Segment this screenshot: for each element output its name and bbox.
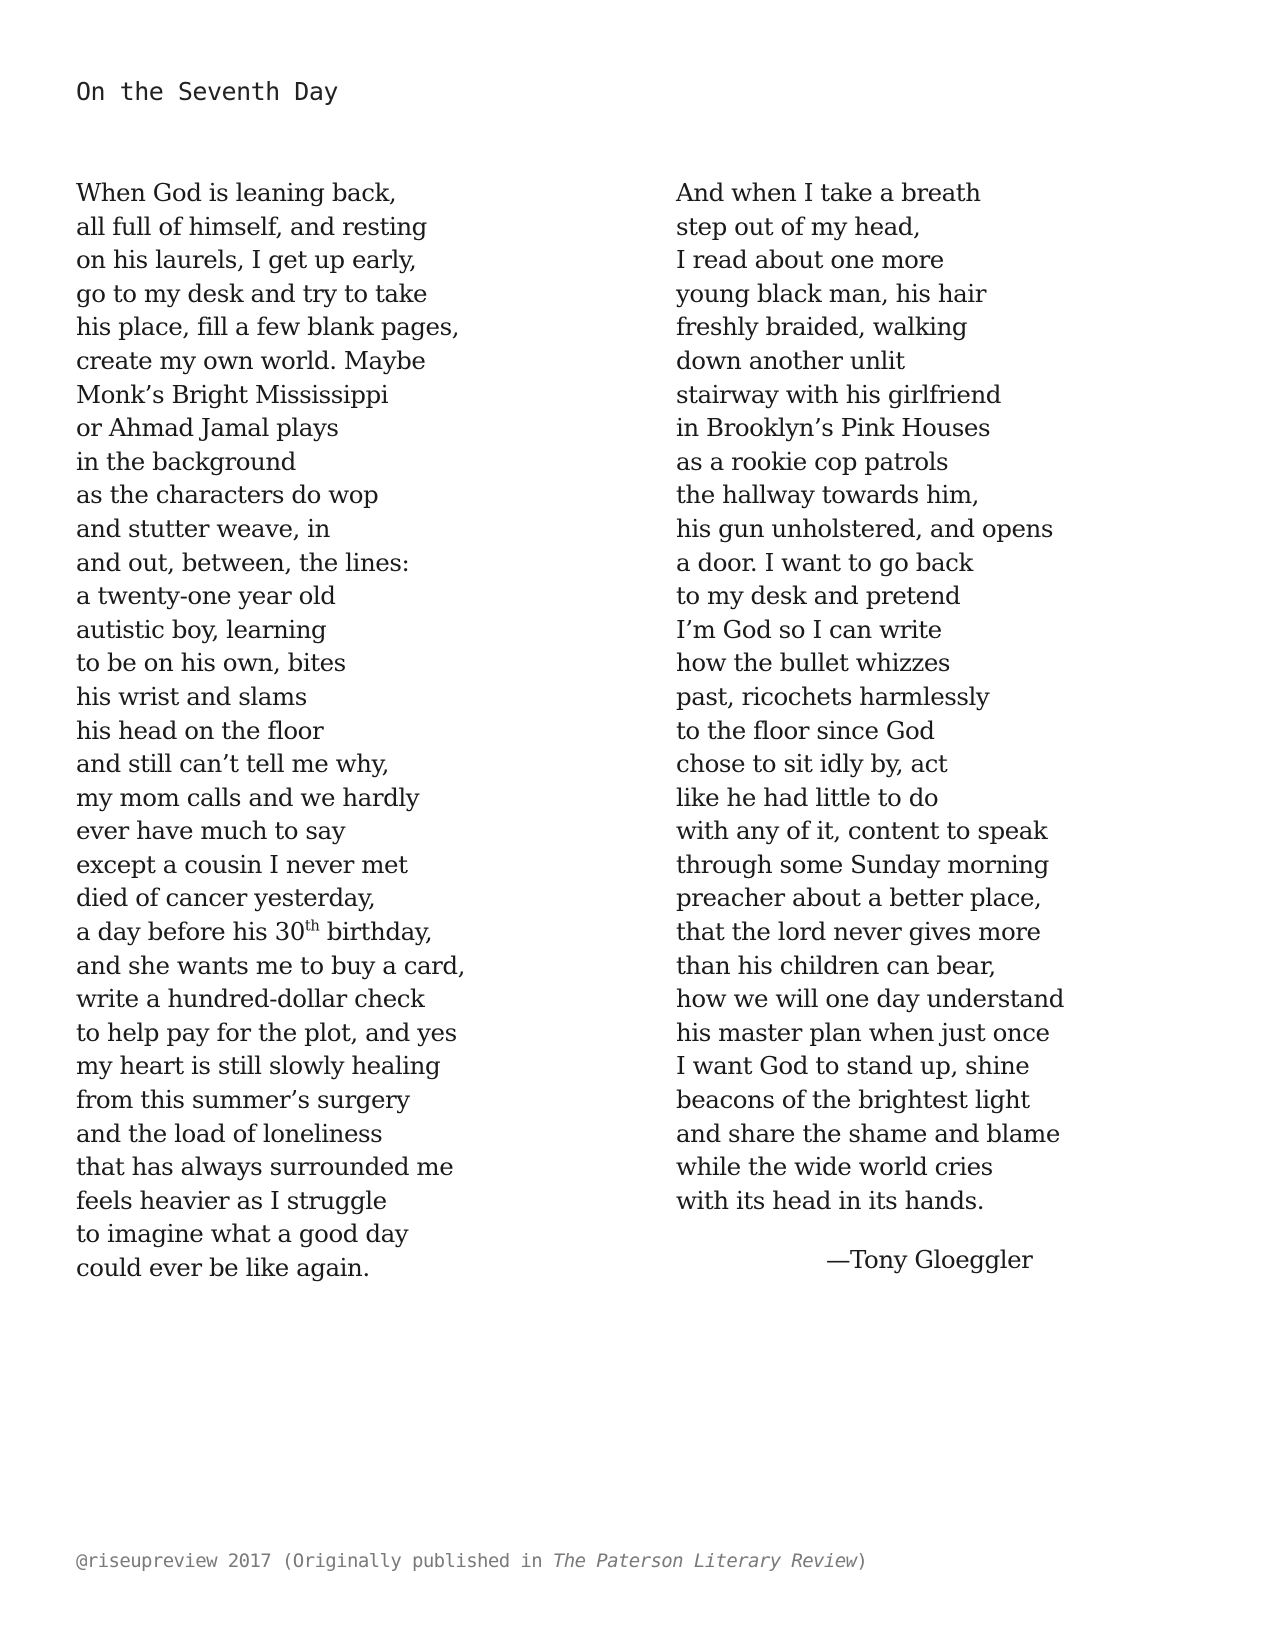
- poem-line: could ever be like again.: [76, 1253, 370, 1282]
- poem-line: freshly braided, walking: [676, 312, 968, 342]
- poem-line: I’m God so I can write: [676, 614, 942, 644]
- poem-line: to be on his own, bites: [76, 648, 346, 678]
- poem-line: in Brooklyn’s Pink Houses: [676, 413, 991, 443]
- poem-line: stairway with his girlfriend: [676, 379, 1002, 409]
- poem-line: from this summer’s surgery: [76, 1085, 410, 1115]
- poem-line: I read about one more: [676, 245, 944, 275]
- poem-line: through some Sunday morning: [676, 849, 1049, 879]
- poem-line: my heart is still slowly healing: [76, 1051, 441, 1081]
- poem-line: that the lord never gives more: [676, 917, 1041, 947]
- poem-line: a twenty-one year old: [76, 581, 336, 611]
- poem-line: preacher about a better place,: [676, 883, 1042, 913]
- poem-line: the hallway towards him,: [676, 480, 979, 510]
- poem-line: and stutter weave, in: [76, 513, 330, 543]
- poem-line: to imagine what a good day: [76, 1219, 409, 1249]
- author-signature: —Tony Gloeggler: [826, 1245, 1033, 1274]
- poem-line: down another unlit: [676, 345, 905, 375]
- poem-line: And when I take a breath: [676, 178, 981, 207]
- poem-line: When God is leaning back,: [76, 178, 397, 207]
- poem-line: as a rookie cop patrols: [676, 446, 949, 476]
- poem-line: while the wide world cries: [676, 1152, 993, 1182]
- poem-line: except a cousin I never met: [76, 849, 408, 879]
- poem-title: On the Seventh Day: [76, 77, 338, 106]
- poem-line: a door. I want to go back: [676, 547, 973, 577]
- poem-line: how the bullet whizzes: [676, 648, 951, 678]
- poem-line-birthday: [76, 915, 465, 949]
- poem-line: and she wants me to buy a card,: [76, 950, 466, 980]
- poem-line: feels heavier as I struggle: [76, 1185, 387, 1215]
- ordinal-superscript: th: [304, 917, 320, 935]
- poem-column-right: [676, 176, 1064, 1217]
- poem-line: my mom calls and we hardly: [76, 782, 420, 812]
- poem-line: Monk’s Bright Mississippi: [76, 379, 389, 409]
- poem-line: autistic boy, learning: [76, 614, 327, 644]
- poem-line: to the floor since God: [676, 715, 935, 745]
- poem-line: step out of my head,: [676, 211, 921, 241]
- poem-line: with its head in its hands.: [676, 1185, 985, 1215]
- poem-line: like he had little to do: [676, 782, 939, 812]
- poem-line: create my own world. Maybe: [76, 345, 426, 375]
- poem-line: and still can’t tell me why,: [76, 749, 389, 779]
- poem-line: his gun unholstered, and opens: [676, 513, 1053, 543]
- poem-line: on his laurels, I get up early,: [76, 245, 417, 275]
- poem-line: chose to sit idly by, act: [676, 749, 948, 779]
- poem-line: with any of it, content to speak: [676, 816, 1048, 846]
- poem-line: than his children can bear,: [676, 950, 996, 980]
- poem-line: write a hundred-dollar check: [76, 984, 425, 1014]
- poem-line: his master plan when just once: [676, 1017, 1050, 1047]
- poem-line: past, ricochets harmlessly: [676, 681, 990, 711]
- poem-line: I want God to stand up, shine: [676, 1051, 1030, 1081]
- poem-line: as the characters do wop: [76, 480, 379, 510]
- poem-line: his head on the floor: [76, 715, 324, 745]
- poem-line: in the background: [76, 446, 296, 476]
- poem-line: that has always surrounded me: [76, 1152, 454, 1182]
- poem-line: all full of himself, and resting: [76, 211, 427, 241]
- poem-line: his place, fill a few blank pages,: [76, 312, 460, 342]
- publication-title: The Paterson Literary Review: [552, 1550, 857, 1572]
- poem-line: died of cancer yesterday,: [76, 883, 376, 913]
- footer-suffix: ): [856, 1550, 868, 1572]
- poem-line: how we will one day understand: [676, 984, 1064, 1014]
- poem-line: and out, between, the lines:: [76, 547, 410, 577]
- poem-line: or Ahmad Jamal plays: [76, 413, 339, 443]
- poem-line: go to my desk and try to take: [76, 278, 428, 308]
- copyright-footer: [76, 1549, 867, 1573]
- poem-line: ever have much to say: [76, 816, 346, 846]
- poem-line: his wrist and slams: [76, 681, 307, 711]
- poem-line: and share the shame and blame: [676, 1118, 1060, 1148]
- poem-line: to my desk and pretend: [676, 581, 961, 611]
- poem-line: and the load of loneliness: [76, 1118, 383, 1148]
- poem-line-birthday-tail: birthday,: [319, 917, 433, 947]
- poem-line-birthday-text: a day before his 30: [76, 917, 305, 947]
- poem-line: to help pay for the plot, and yes: [76, 1017, 457, 1047]
- poem-column-left: [76, 176, 465, 1285]
- poem-line: beacons of the brightest light: [676, 1085, 1030, 1115]
- poem-line: young black man, his hair: [676, 278, 986, 308]
- footer-prefix: @riseupreview 2017 (Originally published in: [76, 1550, 553, 1572]
